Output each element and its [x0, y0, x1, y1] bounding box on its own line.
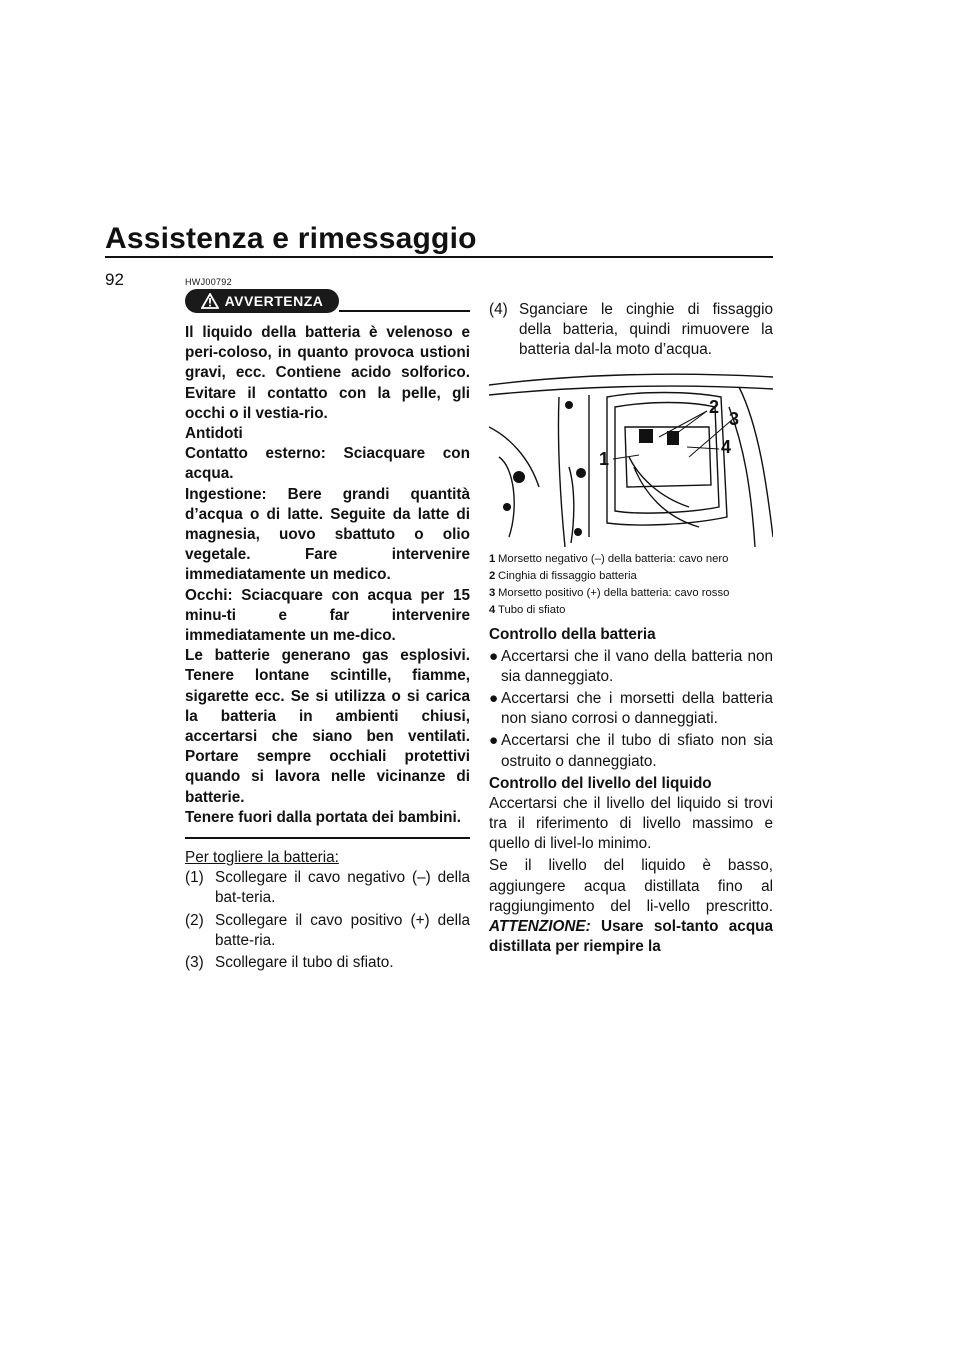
warning-top-rule	[339, 310, 470, 312]
level-heading: Controllo del livello del liquido	[489, 774, 712, 792]
page-number: 92	[105, 270, 124, 289]
warning-bottom-rule	[185, 837, 470, 839]
figure-legend	[489, 553, 773, 617]
bullet-icon: ●	[489, 732, 499, 750]
warning-paragraph: Occhi: Sciacquare con acqua per 15 minu-ti e far intervenire immediatamente un me-dico.	[185, 586, 470, 645]
check-bullet: ● Accertarsi che il vano della batteria non sia danneggiato.	[489, 647, 773, 687]
warning-paragraph: Contatto esterno: Sciacquare con acqua.	[185, 445, 470, 483]
left-column	[185, 277, 470, 973]
warning-text	[185, 323, 470, 828]
bullet-icon: ●	[489, 647, 499, 665]
bullet-icon: ●	[489, 690, 499, 708]
legend-item: 2 Cinghia di fissaggio batteria	[489, 569, 637, 582]
caution-text: Usare sol-tanto acqua distillata per riempire la	[489, 918, 774, 956]
warning-paragraph: Antidoti	[185, 425, 243, 443]
warning-triangle-icon	[201, 293, 219, 309]
level-paragraph: Accertarsi che il livello del liquido si trovi tra il riferimento di livello massimo e quello di livel-lo minimo.	[489, 794, 773, 853]
callout-2: 2	[709, 396, 720, 417]
caution-label: ATTENZIONE:	[489, 918, 591, 936]
battery-illustration	[489, 367, 773, 549]
callout-4: 4	[721, 436, 732, 457]
legend-item: 1 Morsetto negativo (–) della batteria: cavo nero	[489, 552, 729, 565]
removal-step: (1) Scollegare il cavo negativo (–) della bat-teria.	[185, 869, 470, 907]
page-title: Assistenza e rimessaggio	[105, 222, 477, 255]
callout-1: 1	[599, 448, 610, 469]
warning-code: HWJ00792	[185, 277, 232, 287]
level-paragraph: Se il livello del liquido è basso, aggiungere acqua distillata fino al raggiungimento del li-vello prescritto. ATTENZIONE: Usare sol-tanto acqua distillata per riempire la	[489, 857, 774, 956]
removal-step: (2) Scollegare il cavo positivo (+) della batte-ria.	[185, 911, 470, 949]
removal-step: (3) Scollegare il tubo di sfiato.	[185, 954, 394, 972]
warning-paragraph: Ingestione: Bere grandi quantità d’acqua o di latte. Seguite da latte di magnesia, uovo sbattuto o olio vegetale. Fare intervenire immediatamente un medico.	[185, 485, 470, 584]
warning-header	[185, 289, 470, 315]
removal-step: (4) Sganciare le cinghie di fissaggio della batteria, quindi rimuovere la batteria dal-la moto d’acqua.	[489, 301, 773, 359]
warning-badge	[185, 289, 339, 313]
callout-3: 3	[729, 408, 740, 429]
legend-item: 3 Morsetto positivo (+) della batteria: cavo rosso	[489, 586, 730, 599]
right-column	[489, 300, 773, 957]
battery-compartment-drawing	[489, 367, 773, 549]
check-bullet: ● Accertarsi che i morsetti della batteria non siano corrosi o danneggiati.	[489, 689, 773, 729]
warning-label: AVVERTENZA	[224, 293, 324, 309]
warning-paragraph: Le batterie generano gas esplosivi. Tenere lontane scintille, fiamme, sigarette ecc. Se si utilizza o si carica la batteria in ambienti chiusi, accertarsi che siano ben ventilati. Portare sempre occhiali protettivi quando si lavora nelle vicinanze di batterie.	[185, 647, 470, 806]
warning-paragraph: Tenere fuori dalla portata dei bambini.	[185, 808, 461, 826]
removal-heading: Per togliere la batteria:	[185, 849, 339, 867]
check-heading: Controllo della batteria	[489, 625, 656, 643]
check-bullet: ● Accertarsi che il tubo di sfiato non sia ostruito o danneggiato.	[489, 731, 773, 771]
legend-item: 4 Tubo di sfiato	[489, 603, 566, 616]
warning-paragraph: Il liquido della batteria è velenoso e peri-coloso, in quanto provoca ustioni gravi, ecc. Contiene acido solforico. Evitare il contatto con la pelle, gli occhi o il vestia-rio.	[185, 324, 470, 422]
header-rule	[105, 256, 773, 258]
